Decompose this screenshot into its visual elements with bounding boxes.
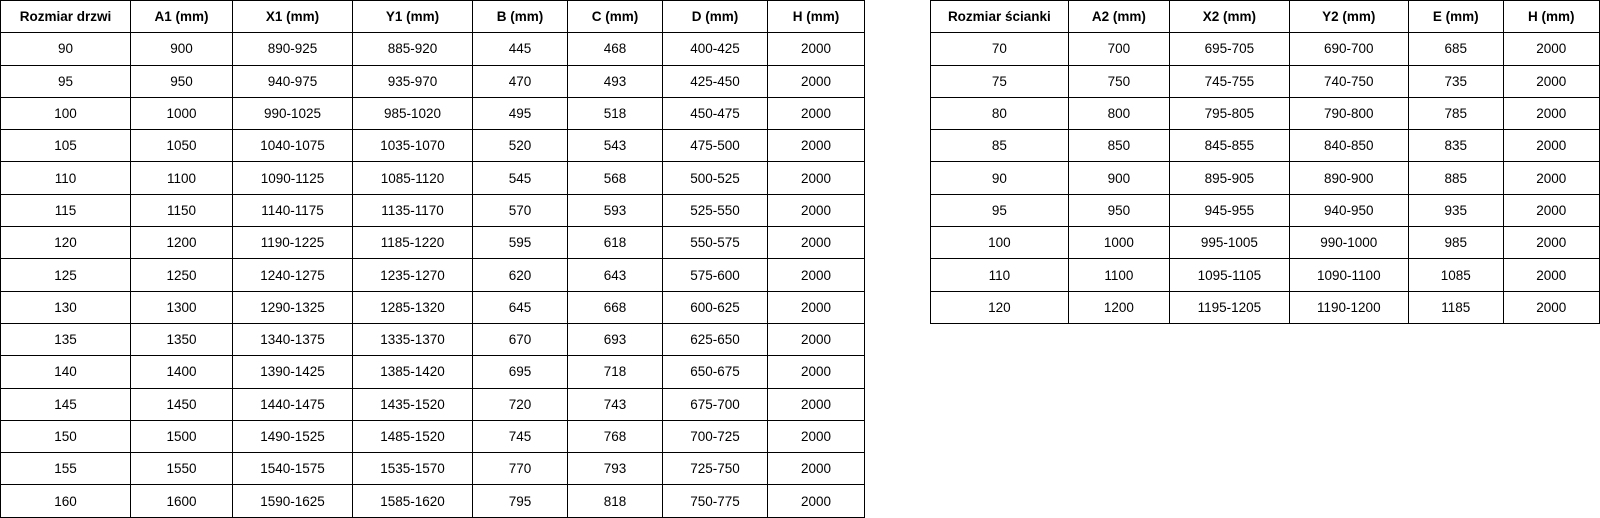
doors-cell: 618 xyxy=(568,227,663,259)
doors-cell: 1035-1070 xyxy=(353,130,473,162)
table-row xyxy=(1,259,865,291)
walls-cell: 735 xyxy=(1409,65,1504,97)
walls-cell: 2000 xyxy=(1503,194,1600,226)
doors-cell: 885-920 xyxy=(353,33,473,65)
doors-cell: 2000 xyxy=(768,323,865,355)
walls-table-body xyxy=(931,33,1600,324)
walls-cell: 110 xyxy=(931,259,1069,291)
table-header-row xyxy=(931,1,1600,33)
doors-cell: 645 xyxy=(473,291,568,323)
walls-dimensions-table xyxy=(930,0,1600,324)
walls-cell: 885 xyxy=(1409,162,1504,194)
doors-cell: 743 xyxy=(568,388,663,420)
walls-cell: 90 xyxy=(931,162,1069,194)
doors-cell: 668 xyxy=(568,291,663,323)
walls-cell: 120 xyxy=(931,291,1069,323)
walls-cell: 995-1005 xyxy=(1170,227,1289,259)
walls-cell: 75 xyxy=(931,65,1069,97)
walls-cell: 100 xyxy=(931,227,1069,259)
doors-cell: 768 xyxy=(568,420,663,452)
doors-cell: 135 xyxy=(1,323,131,355)
doors-cell: 1485-1520 xyxy=(353,420,473,452)
doors-cell: 2000 xyxy=(768,130,865,162)
walls-cell: 2000 xyxy=(1503,259,1600,291)
doors-cell: 1085-1120 xyxy=(353,162,473,194)
walls-cell: 95 xyxy=(931,194,1069,226)
doors-column-header: B (mm) xyxy=(473,1,568,33)
doors-cell: 693 xyxy=(568,323,663,355)
doors-cell: 2000 xyxy=(768,420,865,452)
table-row xyxy=(1,388,865,420)
table-row xyxy=(1,291,865,323)
doors-cell: 650-675 xyxy=(663,356,768,388)
doors-cell: 1290-1325 xyxy=(233,291,353,323)
doors-column-header: C (mm) xyxy=(568,1,663,33)
doors-cell: 1200 xyxy=(131,227,233,259)
doors-cell: 1050 xyxy=(131,130,233,162)
table-row xyxy=(1,65,865,97)
doors-cell: 2000 xyxy=(768,259,865,291)
doors-cell: 950 xyxy=(131,65,233,97)
walls-cell: 795-805 xyxy=(1170,97,1289,129)
walls-cell: 2000 xyxy=(1503,65,1600,97)
walls-cell: 935 xyxy=(1409,194,1504,226)
doors-cell: 495 xyxy=(473,97,568,129)
doors-cell: 1090-1125 xyxy=(233,162,353,194)
doors-cell: 100 xyxy=(1,97,131,129)
table-row xyxy=(1,194,865,226)
doors-cell: 1400 xyxy=(131,356,233,388)
doors-column-header: Rozmiar drzwi xyxy=(1,1,131,33)
doors-cell: 140 xyxy=(1,356,131,388)
doors-cell: 1385-1420 xyxy=(353,356,473,388)
doors-column-header: X1 (mm) xyxy=(233,1,353,33)
table-row xyxy=(931,194,1600,226)
walls-cell: 685 xyxy=(1409,33,1504,65)
doors-cell: 935-970 xyxy=(353,65,473,97)
doors-column-header: H (mm) xyxy=(768,1,865,33)
doors-cell: 105 xyxy=(1,130,131,162)
doors-cell: 520 xyxy=(473,130,568,162)
walls-cell: 850 xyxy=(1068,130,1170,162)
table-row xyxy=(1,356,865,388)
doors-cell: 145 xyxy=(1,388,131,420)
walls-cell: 690-700 xyxy=(1289,33,1408,65)
walls-cell: 2000 xyxy=(1503,227,1600,259)
doors-cell: 2000 xyxy=(768,194,865,226)
table-row xyxy=(1,130,865,162)
walls-dimensions-table-container xyxy=(930,0,1600,324)
walls-cell: 2000 xyxy=(1503,291,1600,323)
table-row xyxy=(1,97,865,129)
doors-column-header: A1 (mm) xyxy=(131,1,233,33)
table-row xyxy=(1,33,865,65)
table-row xyxy=(1,162,865,194)
doors-cell: 130 xyxy=(1,291,131,323)
doors-cell: 1450 xyxy=(131,388,233,420)
walls-column-header: X2 (mm) xyxy=(1170,1,1289,33)
doors-cell: 568 xyxy=(568,162,663,194)
walls-cell: 1200 xyxy=(1068,291,1170,323)
walls-cell: 890-900 xyxy=(1289,162,1408,194)
doors-cell: 745 xyxy=(473,420,568,452)
doors-cell: 1300 xyxy=(131,291,233,323)
doors-cell: 470 xyxy=(473,65,568,97)
doors-cell: 1340-1375 xyxy=(233,323,353,355)
walls-cell: 1100 xyxy=(1068,259,1170,291)
doors-cell: 2000 xyxy=(768,33,865,65)
doors-cell: 1435-1520 xyxy=(353,388,473,420)
doors-cell: 1250 xyxy=(131,259,233,291)
doors-cell: 1100 xyxy=(131,162,233,194)
doors-cell: 750-775 xyxy=(663,485,768,517)
table-row xyxy=(1,485,865,517)
doors-cell: 595 xyxy=(473,227,568,259)
doors-cell: 1550 xyxy=(131,453,233,485)
doors-cell: 1150 xyxy=(131,194,233,226)
table-row xyxy=(931,130,1600,162)
doors-cell: 155 xyxy=(1,453,131,485)
walls-column-header: Y2 (mm) xyxy=(1289,1,1408,33)
doors-cell: 695 xyxy=(473,356,568,388)
walls-table-header xyxy=(931,1,1600,33)
walls-cell: 800 xyxy=(1068,97,1170,129)
walls-column-header: E (mm) xyxy=(1409,1,1504,33)
doors-cell: 575-600 xyxy=(663,259,768,291)
doors-cell: 2000 xyxy=(768,291,865,323)
table-row xyxy=(931,259,1600,291)
doors-cell: 675-700 xyxy=(663,388,768,420)
walls-cell: 985 xyxy=(1409,227,1504,259)
walls-cell: 1000 xyxy=(1068,227,1170,259)
walls-cell: 2000 xyxy=(1503,97,1600,129)
table-row xyxy=(931,162,1600,194)
doors-cell: 818 xyxy=(568,485,663,517)
doors-cell: 1590-1625 xyxy=(233,485,353,517)
doors-table-header xyxy=(1,1,865,33)
doors-cell: 160 xyxy=(1,485,131,517)
doors-cell: 475-500 xyxy=(663,130,768,162)
doors-cell: 1190-1225 xyxy=(233,227,353,259)
doors-cell: 400-425 xyxy=(663,33,768,65)
walls-cell: 1085 xyxy=(1409,259,1504,291)
doors-cell: 468 xyxy=(568,33,663,65)
table-row xyxy=(931,65,1600,97)
doors-cell: 1390-1425 xyxy=(233,356,353,388)
doors-cell: 115 xyxy=(1,194,131,226)
walls-cell: 1190-1200 xyxy=(1289,291,1408,323)
doors-cell: 1040-1075 xyxy=(233,130,353,162)
doors-cell: 1185-1220 xyxy=(353,227,473,259)
doors-cell: 2000 xyxy=(768,388,865,420)
doors-cell: 90 xyxy=(1,33,131,65)
walls-cell: 1195-1205 xyxy=(1170,291,1289,323)
walls-cell: 950 xyxy=(1068,194,1170,226)
table-row xyxy=(931,291,1600,323)
walls-cell: 900 xyxy=(1068,162,1170,194)
walls-cell: 750 xyxy=(1068,65,1170,97)
doors-cell: 1440-1475 xyxy=(233,388,353,420)
walls-cell: 1095-1105 xyxy=(1170,259,1289,291)
doors-cell: 1500 xyxy=(131,420,233,452)
doors-cell: 1235-1270 xyxy=(353,259,473,291)
walls-column-header: Rozmiar ścianki xyxy=(931,1,1069,33)
doors-cell: 625-650 xyxy=(663,323,768,355)
doors-cell: 545 xyxy=(473,162,568,194)
doors-cell: 795 xyxy=(473,485,568,517)
doors-cell: 643 xyxy=(568,259,663,291)
walls-cell: 70 xyxy=(931,33,1069,65)
doors-cell: 900 xyxy=(131,33,233,65)
doors-cell: 985-1020 xyxy=(353,97,473,129)
doors-cell: 110 xyxy=(1,162,131,194)
doors-cell: 2000 xyxy=(768,162,865,194)
doors-cell: 593 xyxy=(568,194,663,226)
table-row xyxy=(1,420,865,452)
doors-cell: 445 xyxy=(473,33,568,65)
doors-cell: 2000 xyxy=(768,453,865,485)
doors-cell: 1000 xyxy=(131,97,233,129)
doors-cell: 543 xyxy=(568,130,663,162)
doors-cell: 1540-1575 xyxy=(233,453,353,485)
walls-cell: 785 xyxy=(1409,97,1504,129)
walls-cell: 740-750 xyxy=(1289,65,1408,97)
doors-cell: 1240-1275 xyxy=(233,259,353,291)
walls-cell: 2000 xyxy=(1503,130,1600,162)
walls-cell: 695-705 xyxy=(1170,33,1289,65)
doors-cell: 500-525 xyxy=(663,162,768,194)
doors-cell: 793 xyxy=(568,453,663,485)
doors-cell: 2000 xyxy=(768,227,865,259)
walls-cell: 945-955 xyxy=(1170,194,1289,226)
doors-cell: 990-1025 xyxy=(233,97,353,129)
doors-cell: 1335-1370 xyxy=(353,323,473,355)
doors-cell: 1535-1570 xyxy=(353,453,473,485)
doors-cell: 125 xyxy=(1,259,131,291)
table-row xyxy=(1,453,865,485)
doors-column-header: Y1 (mm) xyxy=(353,1,473,33)
doors-cell: 1135-1170 xyxy=(353,194,473,226)
doors-table-body xyxy=(1,33,865,517)
walls-cell: 840-850 xyxy=(1289,130,1408,162)
doors-cell: 2000 xyxy=(768,485,865,517)
walls-cell: 1185 xyxy=(1409,291,1504,323)
table-row xyxy=(931,97,1600,129)
walls-cell: 85 xyxy=(931,130,1069,162)
doors-cell: 940-975 xyxy=(233,65,353,97)
walls-cell: 835 xyxy=(1409,130,1504,162)
walls-cell: 940-950 xyxy=(1289,194,1408,226)
doors-cell: 2000 xyxy=(768,356,865,388)
walls-cell: 990-1000 xyxy=(1289,227,1408,259)
doors-cell: 1490-1525 xyxy=(233,420,353,452)
doors-cell: 770 xyxy=(473,453,568,485)
doors-cell: 1285-1320 xyxy=(353,291,473,323)
doors-cell: 2000 xyxy=(768,65,865,97)
doors-cell: 518 xyxy=(568,97,663,129)
doors-cell: 1140-1175 xyxy=(233,194,353,226)
doors-cell: 1350 xyxy=(131,323,233,355)
walls-cell: 845-855 xyxy=(1170,130,1289,162)
table-row xyxy=(1,323,865,355)
doors-cell: 600-625 xyxy=(663,291,768,323)
walls-column-header: A2 (mm) xyxy=(1068,1,1170,33)
table-header-row xyxy=(1,1,865,33)
walls-cell: 790-800 xyxy=(1289,97,1408,129)
doors-cell: 120 xyxy=(1,227,131,259)
table-row xyxy=(1,227,865,259)
doors-cell: 95 xyxy=(1,65,131,97)
walls-cell: 80 xyxy=(931,97,1069,129)
walls-cell: 2000 xyxy=(1503,33,1600,65)
table-row xyxy=(931,227,1600,259)
doors-cell: 725-750 xyxy=(663,453,768,485)
doors-column-header: D (mm) xyxy=(663,1,768,33)
walls-cell: 1090-1100 xyxy=(1289,259,1408,291)
walls-cell: 895-905 xyxy=(1170,162,1289,194)
doors-cell: 670 xyxy=(473,323,568,355)
walls-cell: 2000 xyxy=(1503,162,1600,194)
walls-cell: 700 xyxy=(1068,33,1170,65)
doors-cell: 1585-1620 xyxy=(353,485,473,517)
doors-cell: 425-450 xyxy=(663,65,768,97)
doors-cell: 150 xyxy=(1,420,131,452)
doors-cell: 890-925 xyxy=(233,33,353,65)
doors-cell: 550-575 xyxy=(663,227,768,259)
doors-cell: 700-725 xyxy=(663,420,768,452)
doors-cell: 620 xyxy=(473,259,568,291)
doors-cell: 2000 xyxy=(768,97,865,129)
doors-cell: 525-550 xyxy=(663,194,768,226)
walls-cell: 745-755 xyxy=(1170,65,1289,97)
walls-column-header: H (mm) xyxy=(1503,1,1600,33)
doors-cell: 450-475 xyxy=(663,97,768,129)
doors-cell: 718 xyxy=(568,356,663,388)
doors-cell: 570 xyxy=(473,194,568,226)
table-row xyxy=(931,33,1600,65)
doors-cell: 720 xyxy=(473,388,568,420)
doors-cell: 1600 xyxy=(131,485,233,517)
doors-cell: 493 xyxy=(568,65,663,97)
